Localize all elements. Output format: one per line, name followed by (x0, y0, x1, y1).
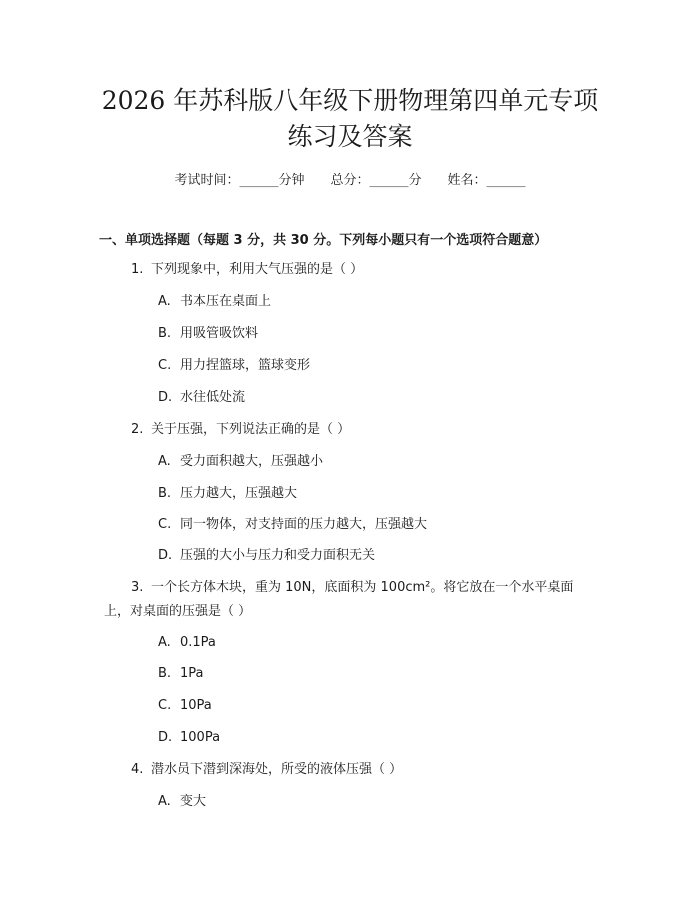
question-number: 4. (131, 762, 144, 777)
exam-time: 考试时间：______分钟 (174, 173, 305, 188)
question-number: 2. (131, 422, 144, 437)
q3-option-a: A. 0.1Pa (158, 635, 216, 650)
q3-option-c: C. 10Pa (158, 698, 212, 713)
section-heading: 一、单项选择题（每题 3 分，共 30 分。下列每小题只有一个选项符合题意） (99, 233, 548, 248)
question-1 (131, 262, 363, 278)
q3-option-b: B. 1Pa (158, 666, 204, 681)
question-text: 潜水员下潜到深海处，所受的液体压强（ ） (151, 762, 403, 777)
question-2 (131, 422, 350, 438)
q4-option-a: A. 变大 (158, 794, 207, 809)
exam-info (0, 169, 700, 188)
question-text: 下列现象中，利用大气压强的是（ ） (151, 262, 364, 277)
q1-option-c: C. 用力捏篮球，篮球变形 (158, 358, 311, 373)
question-number: 3. (131, 580, 144, 595)
q2-option-b: B. 压力越大，压强越大 (158, 486, 298, 501)
q2-option-a: A. 受力面积越大，压强越小 (158, 454, 324, 469)
q1-option-d: D. 水往低处流 (158, 390, 246, 405)
question-text: 一个长方体木块，重为 10N，底面积为 100cm²。将它放在一个水平桌面 (151, 580, 574, 595)
question-3-continued: 上，对桌面的压强是（ ） (104, 604, 252, 619)
q1-option-a: A. 书本压在桌面上 (158, 294, 272, 309)
exam-score: 总分：______分 (330, 173, 422, 188)
question-number: 1. (131, 262, 144, 277)
q1-option-b: B. 用吸管吸饮料 (158, 326, 259, 341)
q3-option-d: D. 100Pa (158, 730, 221, 745)
question-3 (131, 580, 573, 596)
student-name: 姓名：______ (447, 173, 526, 188)
q2-option-c: C. 同一物体，对支持面的压力越大，压强越大 (158, 517, 428, 532)
document-title-line1: 2026 年苏科版八年级下册物理第四单元专项 (101, 86, 599, 115)
question-text: 关于压强，下列说法正确的是（ ） (151, 422, 351, 437)
document-title-line2: 练习及答案 (287, 122, 413, 151)
question-4 (131, 762, 402, 778)
q2-option-d: D. 压强的大小与压力和受力面积无关 (158, 548, 376, 563)
